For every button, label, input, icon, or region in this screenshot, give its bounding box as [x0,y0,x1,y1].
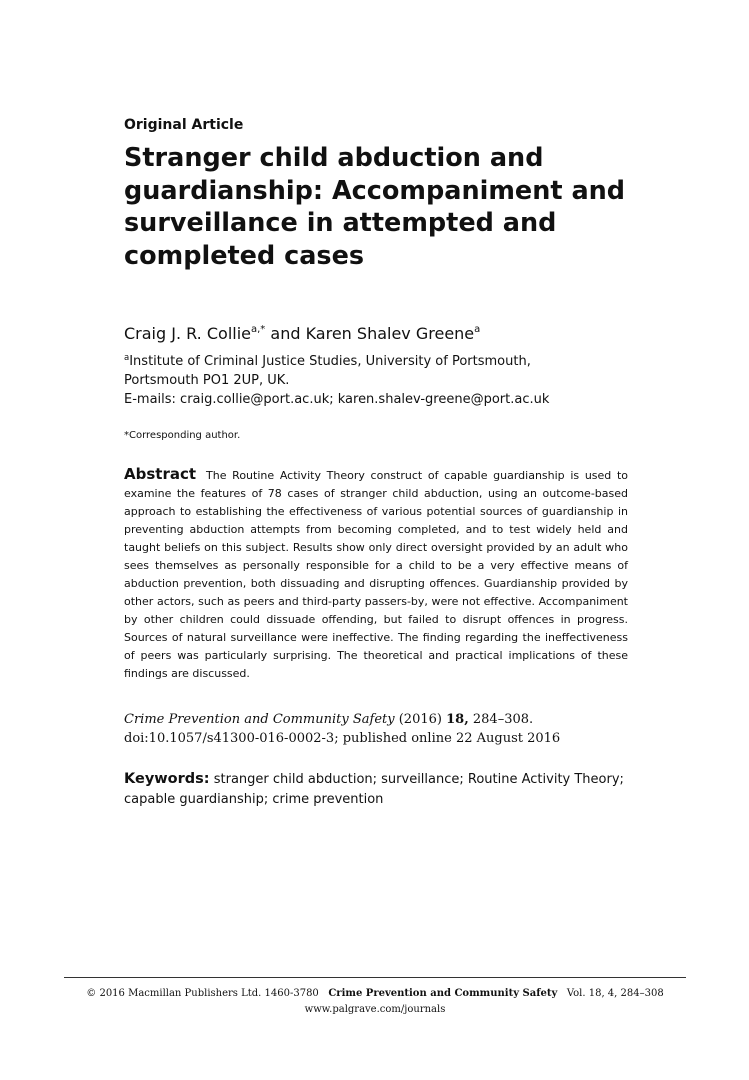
keywords-text: stranger child abduction; surveillance; Routine Activity Theory; capable guardianship; crime prevention [124,772,624,807]
author-emails: E-mails: craig.collie@port.ac.uk; karen.shalev-greene@port.ac.uk [124,392,550,407]
author-affiliation-marker: a [474,324,481,335]
title-line: completed cases [124,241,365,272]
keywords-label: Keywords: [124,771,210,787]
abstract-text: The Routine Activity Theory construct of capable guardianship is used to examine the features of 78 cases of stranger child abduction, using an outcome-based approach to establishing the effectiveness of various potential sources of guardianship in preventing abduction attempts from becoming completed, and to test widely held and taught beliefs on this subject. Results show only direct oversight provided by an adult who sees themselves as personally responsible for a child to be a very effective means of abduction prevention, both dissuading and disrupting offences. Guardianship provided by other actors, such as peers and third-party passers-by, were not effective. Accompaniment by other children could dissuade offending, but failed to disrupt offences in progress. Sources of natural surveillance were ineffective. The finding regarding the ineffectiveness of peers was particularly surprising. The theoretical and practical implications of these findings are discussed. [124,469,628,680]
footer-url[interactable]: www.palgrave.com/journals [304,1004,446,1015]
title-line: guardianship: Accompaniment and [124,175,626,206]
footer-copyright: © 2016 Macmillan Publishers Ltd. 1460-3780 [86,988,319,999]
citation-line [124,710,634,729]
author-name: Karen Shalev Greene [305,324,475,343]
affiliation-address: Portsmouth PO1 2UP, UK. [124,373,290,388]
title-line: surveillance in attempted and [124,208,557,239]
citation-doi[interactable]: doi:10.1057/s41300-016-0002-3; published online 22 August 2016 [124,731,561,746]
citation-year: (2016) [398,712,442,727]
footer-copyright-line [64,988,686,999]
footer-volume: Vol. 18, 4, 284–308 [566,988,664,999]
affiliation-institution: Institute of Criminal Justice Studies, University of Portsmouth, [129,354,531,369]
affiliation-marker: a [124,353,130,363]
corresponding-author-note: *Corresponding author. [124,430,241,441]
citation-pages: 284–308. [472,712,534,727]
article-type-label: Original Article [124,117,244,133]
affiliation-line [124,352,549,371]
author-affiliation-marker: a,* [251,324,266,335]
abstract-label: Abstract [124,465,197,483]
author-list [124,324,480,343]
author-name: Craig J. R. Collie [124,324,251,343]
title-line: Stranger child abduction and [124,143,544,173]
author-connector: and [265,324,306,343]
citation [124,710,634,748]
citation-volume: 18, [446,712,469,727]
footer-journal: Crime Prevention and Community Safety [328,988,558,999]
footer-divider [64,977,686,978]
citation-journal: Crime Prevention and Community Safety [124,712,395,727]
article-title [124,142,644,273]
keywords [124,769,634,810]
abstract [124,465,628,683]
affiliation-block [124,352,549,409]
